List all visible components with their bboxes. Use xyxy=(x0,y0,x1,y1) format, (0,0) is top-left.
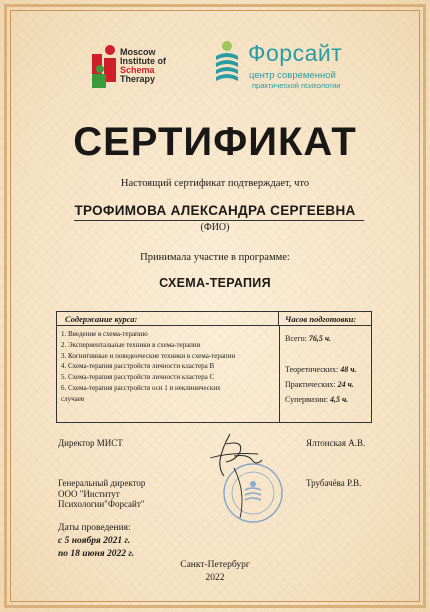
table-divider xyxy=(279,326,280,422)
list-item: 6. Схема-терапия расстройств оси 1 и неклинических xyxy=(61,383,221,392)
general-director-line-3: Психологии"Форсайт" xyxy=(58,499,145,509)
hours-practice xyxy=(285,380,354,389)
stamp-icon xyxy=(222,462,284,524)
general-director-line-2: ООО "Институт xyxy=(58,488,120,499)
dates-label: Даты проведения: xyxy=(58,523,131,533)
mist-line-1: Moscow xyxy=(120,47,156,57)
course-list xyxy=(61,329,277,405)
confirm-text: Настоящий сертификат подтверждает, что xyxy=(120,178,310,189)
content-header: Содержание курса: xyxy=(57,312,279,326)
hours-theory-label: Теоретических: xyxy=(285,365,339,374)
footer-year: 2022 xyxy=(205,573,225,583)
hours-theory xyxy=(285,365,356,374)
recipient-name: ТРОФИМОВА АЛЕКСАНДРА СЕРГЕЕВНА xyxy=(74,203,356,218)
dates-end: по 18 июня 2022 г. xyxy=(58,549,135,559)
dates-block xyxy=(58,522,134,561)
hours-supervision-label: Супервизии: xyxy=(285,395,328,404)
mist-line-3: Schema xyxy=(120,65,155,75)
hours-practice-value: 24 ч. xyxy=(337,380,354,389)
fio-label: (ФИО) xyxy=(200,222,230,233)
mist-line-2: Institute of xyxy=(120,56,166,66)
hours-header: Часов подготовки: xyxy=(279,312,371,326)
hours-total xyxy=(285,334,331,343)
forsait-logo-name: Форсайт xyxy=(248,40,343,66)
list-item: случаев xyxy=(61,394,85,403)
forsait-logo-icon xyxy=(213,40,241,88)
mist-logo-text xyxy=(120,48,166,84)
footer-city: Санкт-Петербург xyxy=(180,560,250,570)
hours-supervision xyxy=(285,395,348,404)
course-table xyxy=(56,311,372,423)
list-item: 5. Схема-терапия расстройств личности кластера С xyxy=(61,373,215,382)
forsait-logo-subtitle-2: практической психологии xyxy=(252,81,341,90)
list-item: 1. Введение в схема-терапию xyxy=(61,330,148,338)
forsait-logo-subtitle-1: центр современной xyxy=(249,70,336,81)
participated-text: Принимала участие в программе: xyxy=(140,252,290,263)
list-item: 2. Экспериентальные техники в схема-терапии xyxy=(61,340,201,349)
list-item: 3. Когнитивные и поведенческие техники в схема-терапии xyxy=(61,351,236,360)
general-director-title xyxy=(58,478,145,510)
mist-line-4: Therapy xyxy=(120,74,156,84)
certificate-title: СЕРТИФИКАТ xyxy=(73,120,357,164)
dates-start: с 5 ноября 2021 г. xyxy=(58,536,131,546)
director-mist-label: Директор МИСТ xyxy=(58,438,123,448)
program-name: СХЕМА-ТЕРАПИЯ xyxy=(159,276,271,290)
hours-total-value: 76,5 ч. xyxy=(308,334,332,343)
name-underline xyxy=(74,220,364,221)
hours-theory-value: 48 ч. xyxy=(340,365,357,374)
inner-border xyxy=(10,10,420,602)
list-item: 4. Схема-терапия расстройств личности кластера В xyxy=(61,362,215,371)
hours-total-label: Всего: xyxy=(285,334,307,343)
general-director-line-1: Генеральный директор xyxy=(58,478,146,488)
director-mist-name: Ялтонская А.В. xyxy=(306,438,366,448)
general-director-name: Трубачёва Р.В. xyxy=(306,478,362,488)
hours-supervision-value: 4,5 ч. xyxy=(329,395,349,404)
hours-practice-label: Практических: xyxy=(285,380,336,389)
